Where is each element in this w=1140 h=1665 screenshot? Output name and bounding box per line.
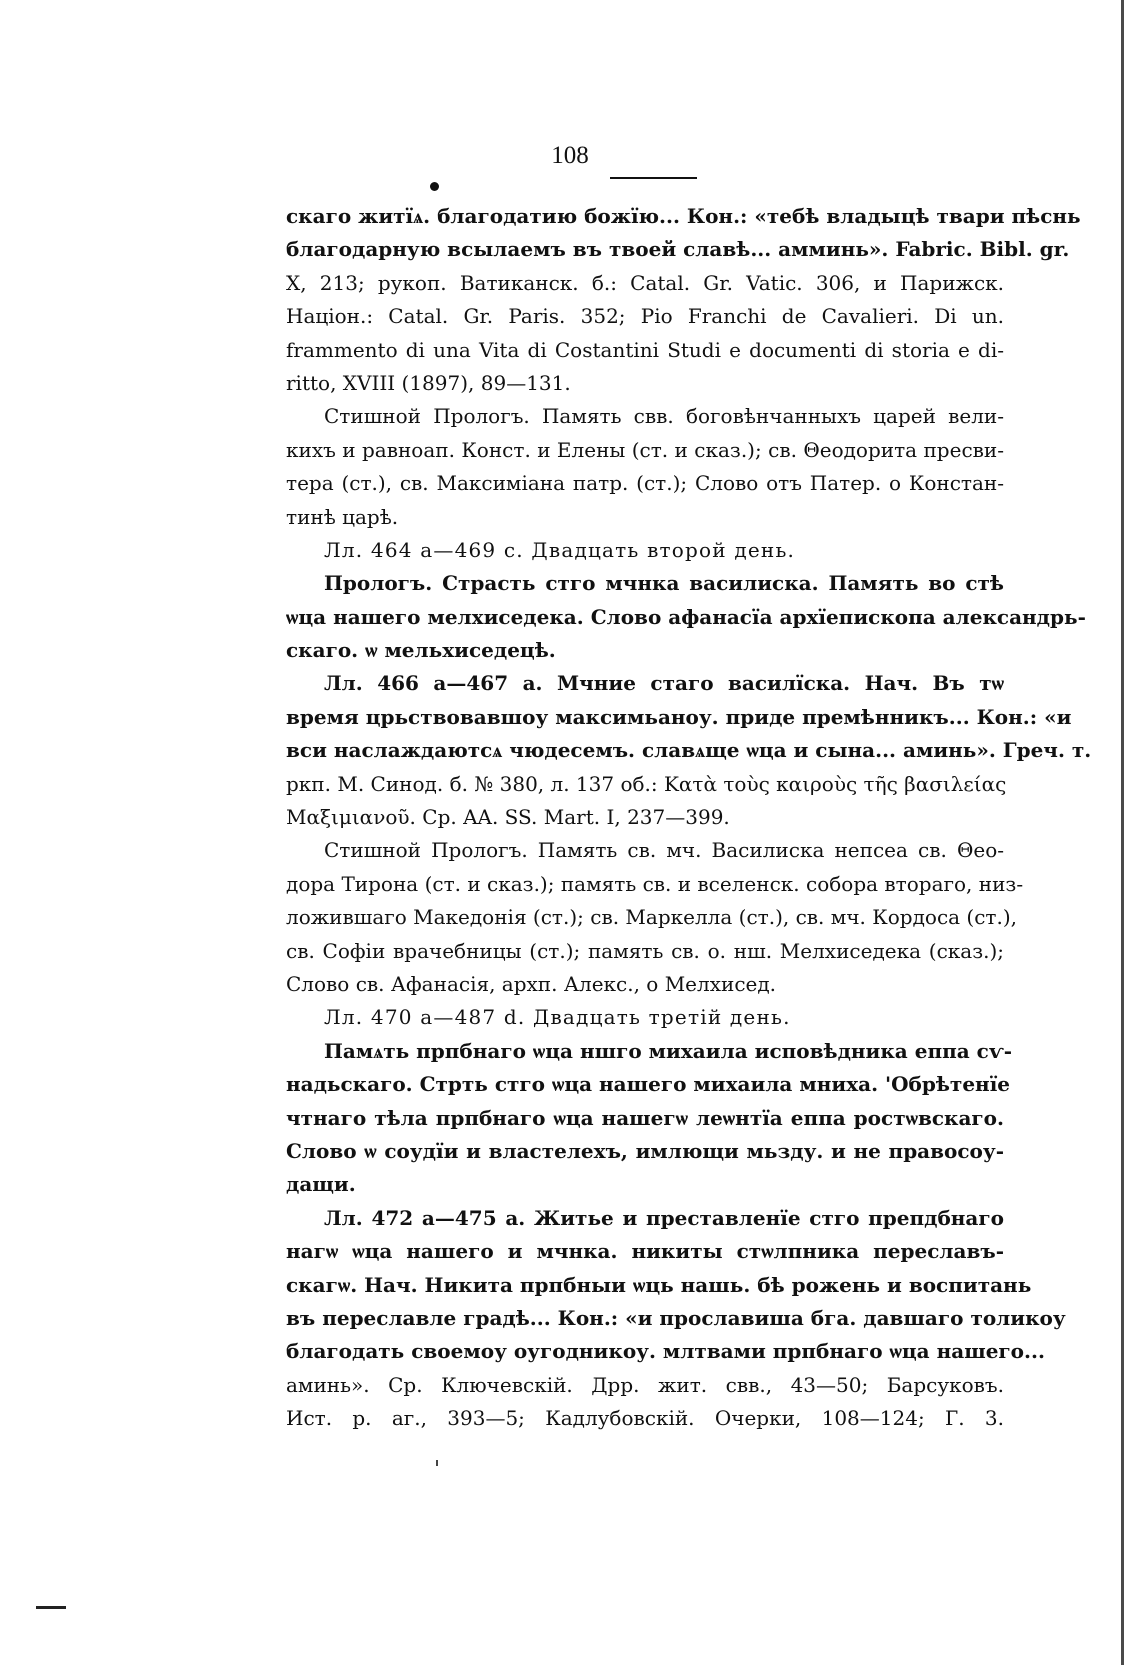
text-line: frammento di una Vita di Costantini Studi e documenti di storia e di- [286, 337, 1004, 362]
text-line: вси наслаждаютсѧ чюдесемъ. славѧще ѡца и сына... аминь». Греч. т. [286, 738, 1092, 763]
text-line: кихъ и равноап. Конст. и Елены (ст. и сказ.); св. Θеодорита пресви- [286, 437, 1004, 462]
text-line: Лл. 472 а—475 а. Житье и преставленїе стго препдбнаго [324, 1205, 1004, 1230]
text-line: Μαξιμιανοῦ. Ср. AA. SS. Mart. I, 237—399. [286, 805, 730, 830]
text-line: надьскаго. Стрть стго ѡца нашего михаила мниха. 'Обрѣтенїе [286, 1072, 1011, 1097]
paragraph [286, 400, 1004, 534]
text-line: Памѧть прпбнаго ѡца ншго михаила исповѣдника еппа сѵ- [324, 1038, 1013, 1063]
text-line: ркп. М. Синод. б. № 380, л. 137 об.: Κατὰ τοὺς καιροὺς τῆς βασιλείας [286, 771, 1007, 796]
text-line: тера (ст.), св. Максиміана патр. (ст.); Слово отъ Патер. о Констан- [286, 471, 1004, 496]
text-line: св. Софіи врачебницы (ст.); память св. о. нш. Мелхиседека (сказ.); [286, 938, 1004, 963]
text-line: благодарную всылаемъ въ твоей славѣ... амминь». Fabric. Bibl. gr. [286, 237, 1070, 262]
text-line: скагѡ. Нач. Никита прпбныи ѡць нашь. бѣ рожень и воспитань [286, 1272, 1032, 1297]
margin-tick [436, 1460, 438, 1466]
ink-dot [430, 182, 439, 191]
text-line: нагѡ ѡца нашего и мчнка. никиты стѡлпника переславъ- [286, 1239, 1004, 1264]
text-line: Прологъ. Страсть стго мчнка василиска. Память во стѣ [324, 571, 1004, 596]
paragraph [286, 667, 1092, 834]
text-line: скаго житїѧ. благодатию божїю... Кон.: «тебѣ владыцѣ твари пѣснь [286, 204, 1081, 228]
text-line: дащи. [286, 1172, 356, 1197]
text-line: Стишной Прологъ. Память св. мч. Василиска непсеа св. Θео- [324, 838, 1004, 863]
text-line: скаго. ѡ мельхиседецѣ. [286, 638, 556, 663]
text-line: ѡца нашего мелхиседека. Слово афанасїа архїепископа александрь- [286, 604, 1086, 629]
paragraph [286, 1035, 1013, 1202]
folio-heading: Лл. 470 а—487 d. Двадцать третій день. [324, 1005, 791, 1030]
text-line: благодать своемоу оугодникоу. млтвами прпбнаго ѡца нашего... [286, 1339, 1045, 1364]
paragraph [286, 567, 1086, 667]
paragraph [286, 1202, 1066, 1436]
paragraph [286, 534, 1004, 567]
text-line: время црьствовавшоу максимьаноу. приде премѣнникъ... Кон.: «и [286, 704, 1072, 729]
text-line: Стишной Прологъ. Память свв. боговѣнчанныхъ царей вели- [324, 404, 1004, 429]
text-line: чтнаго тѣла прпбнаго ѡца нашегѡ леѡнтїа еппа ростѡвскаго. [286, 1105, 1004, 1130]
text-line: Слово св. Афанасія, архп. Алекс., о Мелхисед. [286, 971, 777, 996]
page-number-rule [610, 177, 697, 179]
binding-edge-line [1121, 0, 1124, 1665]
text-line: ложившаго Македонія (ст.); св. Маркелла (ст.), св. мч. Кордоса (ст.), [286, 905, 1018, 930]
text-line: дора Тирона (ст. и сказ.); память св. и вселенск. собора втораго, низ- [286, 871, 1024, 896]
text-line: Ист. р. аг., 393—5; Кадлубовскій. Очерки, 108—124; Г. 3. [286, 1406, 1004, 1431]
text-line: въ переславле градѣ... Кон.: «и прославиша бга. давшаго толикоу [286, 1305, 1066, 1330]
folio-heading: Лл. 464 а—469 с. Двадцать второй день. [324, 537, 796, 562]
text-line: аминь». Ср. Ключевскій. Дрр. жит. свв., 43—50; Барсуковъ. [286, 1372, 1004, 1397]
main-text-block [286, 200, 1092, 1435]
text-line: Лл. 466 а—467 а. Мчние стаго василїска. Нач. Въ тѡ [324, 671, 1004, 696]
page-number: 108 [551, 142, 589, 169]
text-line: ritto, XVIII (1897), 89—131. [286, 370, 571, 395]
text-line: тинѣ царѣ. [286, 504, 399, 529]
text-line: Слово ѡ соудїи и властелехъ, имлющи мьзду. и не правосоу- [286, 1138, 1004, 1163]
paragraph [286, 200, 1081, 400]
text-line: X, 213; рукоп. Ватиканск. б.: Catal. Gr. Vatic. 306, и Парижск. [286, 270, 1004, 295]
paragraph [286, 1001, 1004, 1034]
paragraph [286, 834, 1024, 1001]
margin-dash [36, 1606, 66, 1609]
text-line: Націон.: Catal. Gr. Paris. 352; Pio Franchi de Cavalieri. Di un. [286, 304, 1004, 329]
